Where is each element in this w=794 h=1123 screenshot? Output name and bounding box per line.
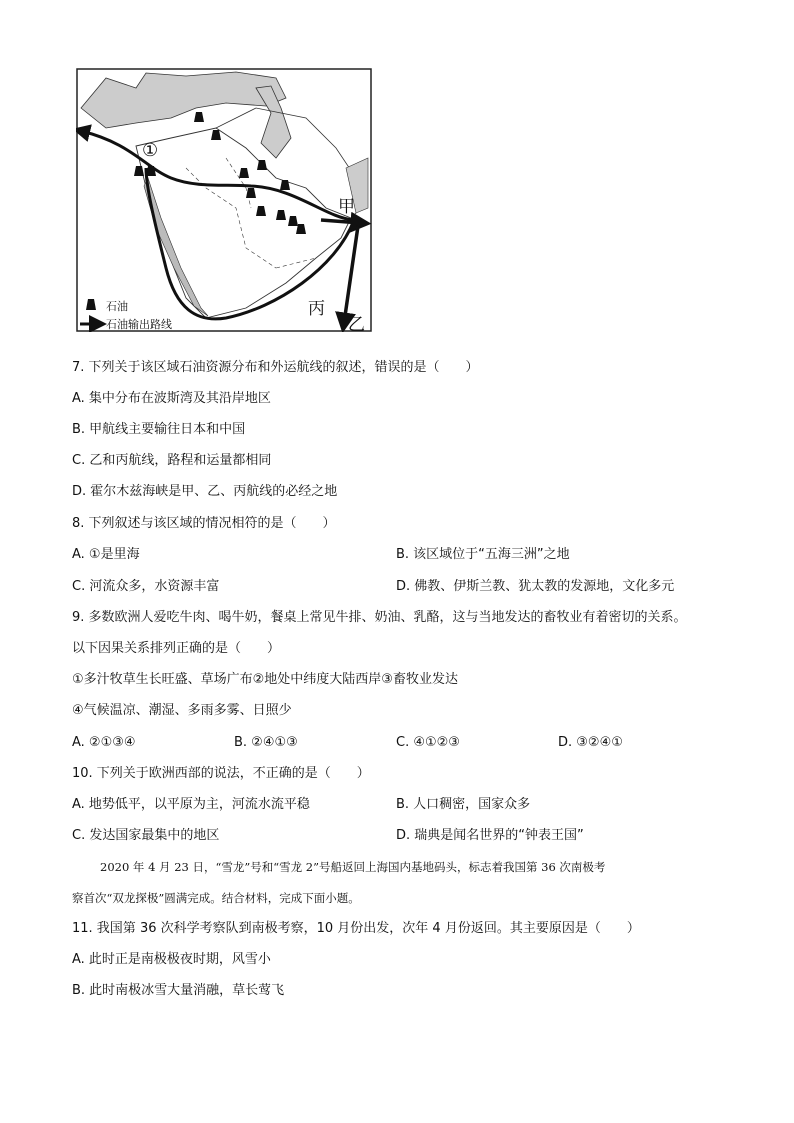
legend-oil-label: 石油	[106, 300, 128, 313]
q11-option-b: B. 此时南极冰雪大量消融，草长莺飞	[72, 983, 285, 998]
q7-option-b: B. 甲航线主要输往日本和中国	[72, 422, 246, 437]
route-label-yi: 乙	[348, 315, 365, 332]
route-label-bing: 丙	[308, 299, 325, 319]
q11-stem: 11. 我国第 36 次科学考察队到南极考察，10 月份出发，次年 4 月份返回。其主要原因是（ ）	[72, 921, 640, 936]
q9-option-d: D. ③②④①	[558, 735, 623, 750]
q9-item-line2: ④气候温凉、潮湿、多雨多雾、日照少	[72, 703, 292, 718]
q9-stem-line1: 9. 多数欧洲人爱吃牛肉、喝牛奶，餐桌上常见牛排、奶油、乳酪，这与当地发达的畜牧业有着密切的关系。	[72, 610, 687, 625]
q10-stem: 10. 下列关于欧洲西部的说法，不正确的是（ ）	[72, 766, 370, 781]
route-label-jia: 甲	[338, 197, 355, 217]
q8-option-d: D. 佛教、伊斯兰教、犹太教的发源地，文化多元	[396, 579, 675, 594]
q8-option-b: B. 该区域位于“五海三洲”之地	[396, 547, 570, 562]
q10-option-a: A. 地势低平，以平原为主，河流水流平稳	[72, 797, 310, 812]
q11-option-a: A. 此时正是南极极夜时期，风雪小	[72, 952, 271, 967]
q7-option-d: D. 霍尔木兹海峡是甲、乙、丙航线的必经之地	[72, 484, 338, 499]
q7-option-a: A. 集中分布在波斯湾及其沿岸地区	[72, 391, 271, 406]
q9-option-c: C. ④①②③	[396, 735, 460, 750]
legend-route-label: 石油输出路线	[106, 318, 172, 331]
q9-stem-line2: 以下因果关系排列正确的是（ ）	[72, 641, 281, 656]
marker-1-label: ①	[142, 140, 159, 161]
q8-stem: 8. 下列叙述与该区域的情况相符的是（ ）	[72, 516, 336, 531]
q10-option-d: D. 瑞典是闻名世界的“钟表王国”	[396, 828, 584, 843]
middle-east-oil-route-map	[76, 68, 372, 332]
q10-option-c: C. 发达国家最集中的地区	[72, 828, 220, 843]
material-line2: 察首次“双龙探极”圆满完成。结合材料，完成下面小题。	[72, 891, 360, 905]
q9-option-a: A. ②①③④	[72, 735, 136, 750]
q9-option-b: B. ②④①③	[234, 735, 298, 750]
q8-option-c: C. 河流众多，水资源丰富	[72, 579, 220, 594]
q7-stem: 7. 下列关于该区域石油资源分布和外运航线的叙述，错误的是（ ）	[72, 360, 479, 375]
q7-option-c: C. 乙和丙航线，路程和运量都相同	[72, 453, 272, 468]
material-line1: 2020 年 4 月 23 日，“雪龙”号和“雪龙 2”号船返回上海国内基地码头，标志着我国第 36 次南极考	[100, 860, 606, 874]
q8-option-a: A. ①是里海	[72, 547, 140, 562]
q10-option-b: B. 人口稠密，国家众多	[396, 797, 531, 812]
q9-item-line1: ①多汁牧草生长旺盛、草场广布②地处中纬度大陆西岸③畜牧业发达	[72, 672, 458, 687]
